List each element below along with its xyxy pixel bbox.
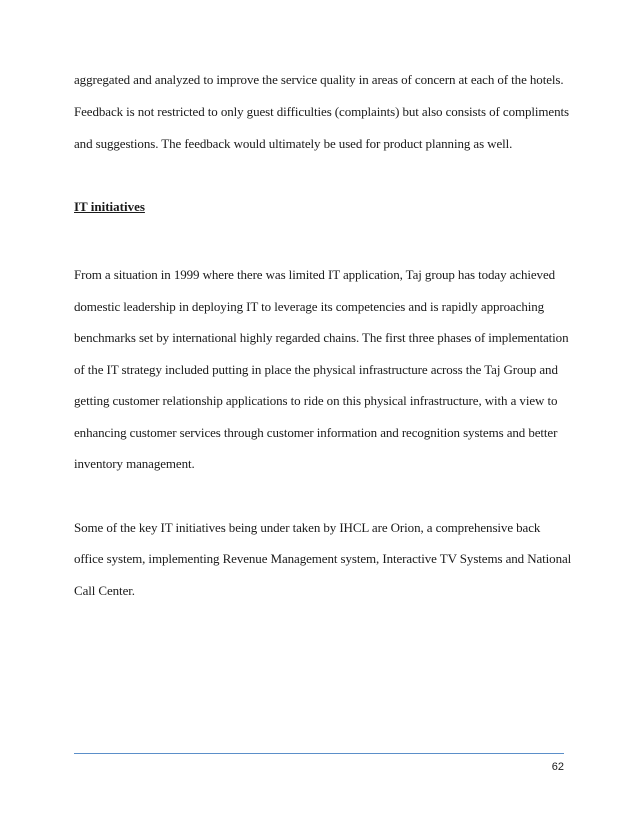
intro-line-3: and suggestions. The feedback would ultimately be used for product planning as well.: [74, 136, 513, 151]
intro-line-2: Feedback is not restricted to only guest difficulties (complaints) but also consists of compliments: [74, 104, 569, 119]
paragraph1-line-3: benchmarks set by international highly regarded chains. The first three phases of implementation: [74, 330, 569, 345]
paragraph2-line-1: Some of the key IT initiatives being under taken by IHCL are Orion, a comprehensive back: [74, 520, 541, 535]
section-heading: IT initiatives: [74, 199, 145, 214]
paragraph1-line-7: inventory management.: [74, 456, 195, 471]
paragraph1-line-1: From a situation in 1999 where there was limited IT application, Taj group has today achieved: [74, 267, 556, 282]
paragraph1-line-6: enhancing customer services through customer information and recognition systems and better: [74, 425, 558, 440]
footer-rule: [74, 753, 564, 754]
page-number: 62: [551, 761, 564, 773]
paragraph1-line-4: of the IT strategy included putting in place the physical infrastructure across the Taj Group and: [74, 362, 558, 377]
paragraph1-line-2: domestic leadership in deploying IT to leverage its competencies and is rapidly approaching: [74, 299, 545, 314]
paragraph1-line-5: getting customer relationship applications to ride on this physical infrastructure, with a view to: [74, 393, 558, 408]
paragraph2-line-2: office system, implementing Revenue Management system, Interactive TV Systems and National: [74, 551, 572, 566]
paragraph2-line-3: Call Center.: [74, 583, 135, 598]
intro-line-1: aggregated and analyzed to improve the service quality in areas of concern at each of the hotels.: [74, 72, 564, 87]
